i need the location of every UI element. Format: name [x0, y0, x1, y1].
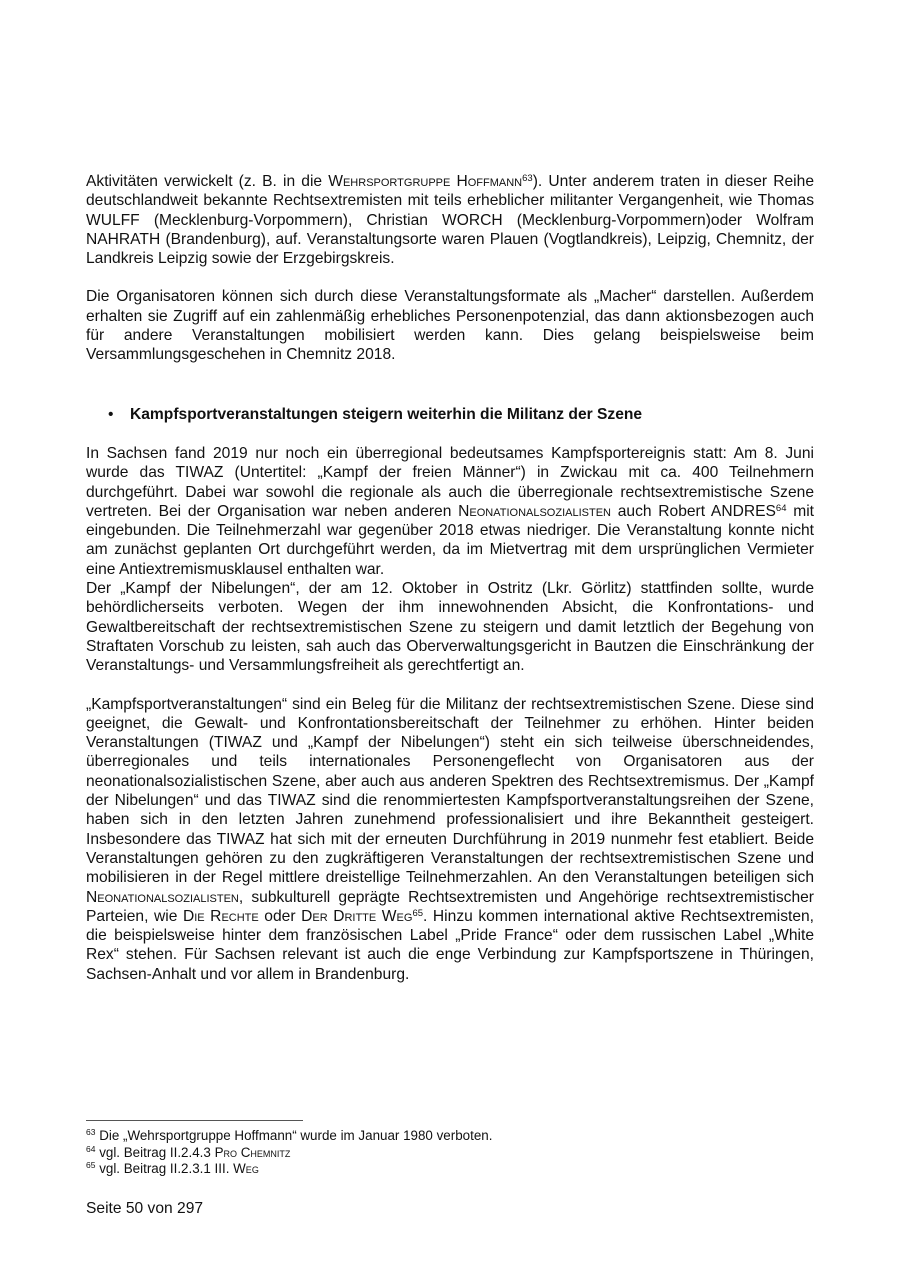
section-heading	[86, 405, 814, 424]
paragraph-5: „Kampfsportveranstaltungen“ sind ein Beleg für die Militanz der rechtsextremistischen Szene. Diese sind geeignet, die Gewalt- und Konfrontationsbereitschaft der Teilnehmer zu erhöhen. Hinter beiden Veranstaltungen (TIWAZ und „Kampf der Nibelungen“) steht ein sich teilweise überschneidendes, überregionales und teils internationales Personengeflecht von Organisatoren aus der neonationalsozialistischen Szene, aber auch aus anderen Spektren des Rechtsextremismus. Der „Kampf der Nibelungen“ und das TIWAZ sind die renommiertesten Kampfsportveranstaltungsreihen der Szene, haben sich in den letzten Jahren zunehmend professionalisiert und ihre Bekanntheit gesteigert. Insbesondere das TIWAZ hat sich mit der erneuten Durchführung in 2019 nunmehr fest etabliert. Beide Veranstaltungen gehören zu den zugkräftigeren Veranstaltungen der rechtsextremistischen Szene und mobilisieren in der Regel mittlere dreistellige Teilnehmerzahlen. An den Veranstaltungen beteiligen sich Neonationalsozialisten, subkulturell geprägte Rechtsextremisten und Angehörige rechtsextremistischer Parteien, wie Die Rechte oder Der Dritte Weg$^{65}$. Hinzu kommen international aktive Rechtsextremisten, die beispielsweise hinter dem französischen Label „Pride France“ oder dem russischen Label „White Rex“ stehen. Für Sachsen relevant ist auch die enge Verbindung zur Kampfsportszene in Thüringen, Sachsen-Anhalt und vor allem in Brandenburg.	[86, 695, 815, 983]
footnote-ref[interactable]: 63	[522, 173, 533, 184]
footnotes	[86, 1120, 814, 1178]
party-name: Die Rechte	[182, 907, 259, 925]
section-heading-text: Kampfsportveranstaltungen steigern weiterhin die Militanz der Szene	[130, 405, 643, 423]
paragraph-4: Der „Kampf der Nibelungen“, der am 12. Oktober in Ostritz (Lkr. Görlitz) stattfinden sollte, wurde behördlicherseits verboten. Wegen der ihm innewohnenden Absicht, die Konfrontations- und Gewaltbereitschaft der rechtsextremistischen Szene zu steigern und damit letztlich der Begehung von Straftaten Vorschub zu leisten, sah auch das Oberverwaltungsgericht in Bautzen die Einschränkung der Veranstaltungs- und Versammlungsfreiheit als gerechtfertigt an.	[86, 580, 814, 675]
footnote: $^{63}$ Die „Wehrsportgruppe Hoffmann“ wurde im Januar 1980 verboten.	[86, 1127, 493, 1143]
group-name: Neonationalsozialisten	[86, 888, 239, 906]
footnote: $^{64}$ vgl. Beitrag II.2.4.3 Pro Chemnitz	[86, 1143, 291, 1160]
footnote: $^{65}$ vgl. Beitrag II.2.3.1 III. Weg	[86, 1160, 259, 1176]
paragraph-3: In Sachsen fand 2019 nur noch ein überregional bedeutsames Kampfsportereignis statt: Am 8. Juni wurde das TIWAZ (Untertitel: „Kampf der freien Männer“) in Zwickau mit ca. 400 Teilnehmern durchgeführt. Dabei war sowohl die regionale als auch die überregionale rechtsextremistische Szene vertreten. Bei der Organisation war neben anderen Neonationalsozialisten auch Robert ANDRES$^{64}$ mit eingebunden. Die Teilnehmerzahl war gegenüber 2018 etwas niedriger. Die Veranstaltung konnte nicht am zunächst geplanten Ort durchgeführt werden, da im Mietvertrag mit dem ursprünglichen Vermieter eine Antiextremismusklausel enthalten war.	[86, 444, 814, 578]
paragraph-2: Die Organisatoren können sich durch diese Veranstaltungsformate als „Macher“ darstellen. Außerdem erhalten sie Zugriff auf ein zahlenmäßig erhebliches Personenpotenzial, das dann aktionsbezogen auch für andere Veranstaltungen mobilisiert werden kann. Dies gelang beispielsweise beim Versammlungsgeschehen in Chemnitz 2018.	[86, 288, 814, 364]
group-name: Neonationalsozialisten	[458, 502, 611, 520]
footnote-divider	[86, 1120, 303, 1121]
main-text	[86, 172, 814, 984]
bullet-icon: •	[108, 405, 114, 423]
footnote-ref[interactable]: 64	[775, 502, 787, 514]
page-number: Seite 50 von 297	[86, 1200, 204, 1217]
party-name: Der Dritte Weg	[301, 907, 413, 925]
organization-name: Wehrsportgruppe Hoffmann	[328, 173, 523, 190]
footnote-ref[interactable]: 65	[412, 907, 424, 919]
paragraph-1: Aktivitäten verwickelt (z. B. in die Wehrsportgruppe Hoffmann$^{63}$). Unter anderem traten in dieser Reihe deutschlandweit bekannte Rechtsextremisten mit teils erheblicher militanter Vergangenheit, wie Thomas WULFF (Mecklenburg-Vorpommern), Christian WORCH (Mecklenburg-Vorpommern)oder Wolfram NAHRATH (Brandenburg), auf. Veranstaltungsorte waren Plauen (Vogtlandkreis), Leipzig, Chemnitz, der Landkreis Leipzig sowie der Erzgebirgskreis.	[86, 173, 814, 268]
